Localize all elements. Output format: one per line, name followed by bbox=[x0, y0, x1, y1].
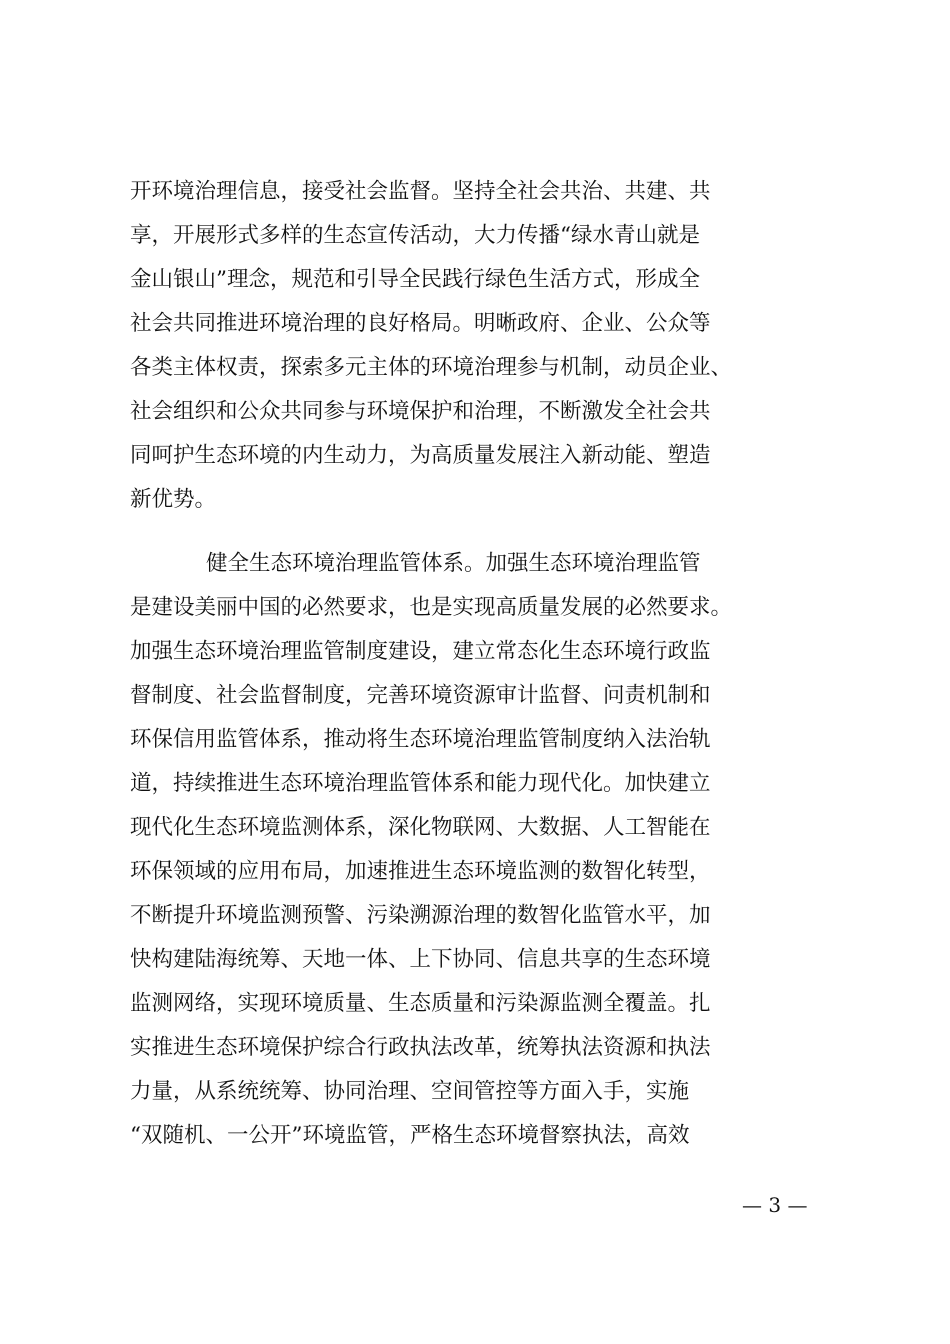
paragraph-1-line-6: 社会组织和公众共同参与环境保护和治理，不断激发全社会共 bbox=[130, 399, 711, 424]
paragraph-2-line-9: 不断提升环境监测预警、污染溯源治理的数智化监管水平，加 bbox=[130, 903, 711, 928]
paragraph-1-line-8: 新优势。 bbox=[130, 487, 217, 512]
page-number: — 3 — bbox=[742, 1193, 808, 1217]
paragraph-2-line-7: 现代化生态环境监测体系，深化物联网、大数据、人工智能在 bbox=[130, 815, 711, 840]
paragraph-2-line-10: 快构建陆海统筹、天地一体、上下协同、信息共享的生态环境 bbox=[130, 947, 711, 972]
paragraph-2-line-3: 加强生态环境治理监管制度建设，建立常态化生态环境行政监 bbox=[130, 639, 711, 664]
paragraph-2-line-2: 是建设美丽中国的必然要求，也是实现高质量发展的必然要求。 bbox=[130, 595, 733, 620]
paragraph-2-line-8: 环保领域的应用布局，加速推进生态环境监测的数智化转型， bbox=[130, 859, 711, 884]
paragraph-1-line-5: 各类主体权责，探索多元主体的环境治理参与机制，动员企业、 bbox=[130, 355, 733, 380]
paragraph-2-line-5: 环保信用监管体系，推动将生态环境治理监管制度纳入法治轨 bbox=[130, 727, 711, 752]
paragraph-2-line-1: 健全生态环境治理监管体系。加强生态环境治理监管 bbox=[206, 551, 701, 576]
paragraph-2-line-11: 监测网络，实现环境质量、生态质量和污染源监测全覆盖。扎 bbox=[130, 991, 711, 1016]
paragraph-1-line-4: 社会共同推进环境治理的良好格局。明晰政府、企业、公众等 bbox=[130, 311, 711, 336]
paragraph-1-line-2: 享，开展形式多样的生态宣传活动，大力传播“绿水青山就是 bbox=[130, 223, 700, 248]
paragraph-2-line-4: 督制度、社会监督制度，完善环境资源审计监督、问责机制和 bbox=[130, 683, 711, 708]
paragraph-1-line-3: 金山银山”理念，规范和引导全民践行绿色生活方式，形成全 bbox=[130, 267, 700, 292]
paragraph-2-line-6: 道，持续推进生态环境治理监管体系和能力现代化。加快建立 bbox=[130, 771, 711, 796]
paragraph-1-line-1: 开环境治理信息，接受社会监督。坚持全社会共治、共建、共 bbox=[130, 179, 711, 204]
paragraph-2-line-12: 实推进生态环境保护综合行政执法改革，统筹执法资源和执法 bbox=[130, 1035, 711, 1060]
paragraph-1-line-7: 同呵护生态环境的内生动力，为高质量发展注入新动能、塑造 bbox=[130, 443, 711, 468]
paragraph-2-line-14: “双随机、一公开”环境监管，严格生态环境督察执法，高效 bbox=[130, 1123, 690, 1148]
paragraph-2-line-13: 力量，从系统统筹、协同治理、空间管控等方面入手，实施 bbox=[130, 1079, 690, 1104]
